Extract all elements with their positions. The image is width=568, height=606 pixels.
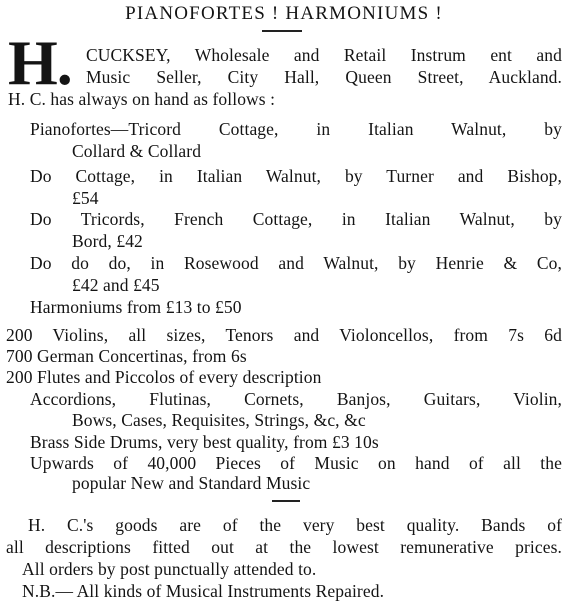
item-cottage-line-1: Do Cottage, in Italian Walnut, by Turner and Bishop, (30, 166, 562, 186)
intro-line-2: Music Seller, City Hall, Queen Street, Auckland. (86, 67, 562, 87)
ad-title: PIANOFORTES ! HARMONIUMS ! (125, 3, 443, 24)
stock-concertinas: 700 German Concertinas, from 6s (6, 346, 247, 366)
stock-music-line-1: Upwards of 40,000 Pieces of Music on hand of all the (30, 453, 562, 473)
item-cottage-line-2: £54 (72, 188, 99, 208)
intro-line-3: H. C. has always on hand as follows : (8, 89, 276, 109)
title-divider (262, 30, 302, 32)
item-rosewood-line-2: £42 and £45 (72, 275, 160, 295)
item-tricords-line-1: Do Tricords, French Cottage, in Italian Walnut, by (30, 209, 562, 229)
item-harmoniums: Harmoniums from £13 to £50 (30, 297, 242, 317)
footer-quality-line-1: H. C.'s goods are of the very best quality. Bands of (28, 515, 562, 535)
stock-music-line-2: popular New and Standard Music (72, 473, 311, 493)
footer-divider (272, 500, 300, 502)
item-rosewood-line-1: Do do do, in Rosewood and Walnut, by Henrie & Co, (30, 253, 562, 273)
stock-accordions-line-1: Accordions, Flutinas, Cornets, Banjos, Guitars, Violin, (30, 389, 562, 409)
footer-repairs: N.B.— All kinds of Musical Instruments Repaired. (22, 581, 385, 601)
item-pianofortes-line-2: Collard & Collard (72, 141, 202, 161)
intro-line-1: CUCKSEY, Wholesale and Retail Instrum ent and (86, 45, 562, 65)
stock-accordions-line-2: Bows, Cases, Requisites, Strings, &c, &c (72, 410, 366, 430)
item-tricords-line-2: Bord, £42 (72, 231, 143, 251)
stock-flutes: 200 Flutes and Piccolos of every description (6, 367, 322, 387)
footer-post: All orders by post punctually attended to. (22, 559, 317, 579)
footer-quality-line-2: all descriptions fitted out at the lowest remunerative prices. (6, 537, 562, 557)
stock-violins: 200 Violins, all sizes, Tenors and Violoncellos, from 7s 6d (6, 325, 562, 345)
stock-drums: Brass Side Drums, very best quality, from £3 10s (30, 432, 379, 452)
item-pianofortes-line-1: Pianofortes—Tricord Cottage, in Italian Walnut, by (30, 119, 562, 139)
drop-cap: H. (8, 27, 72, 98)
